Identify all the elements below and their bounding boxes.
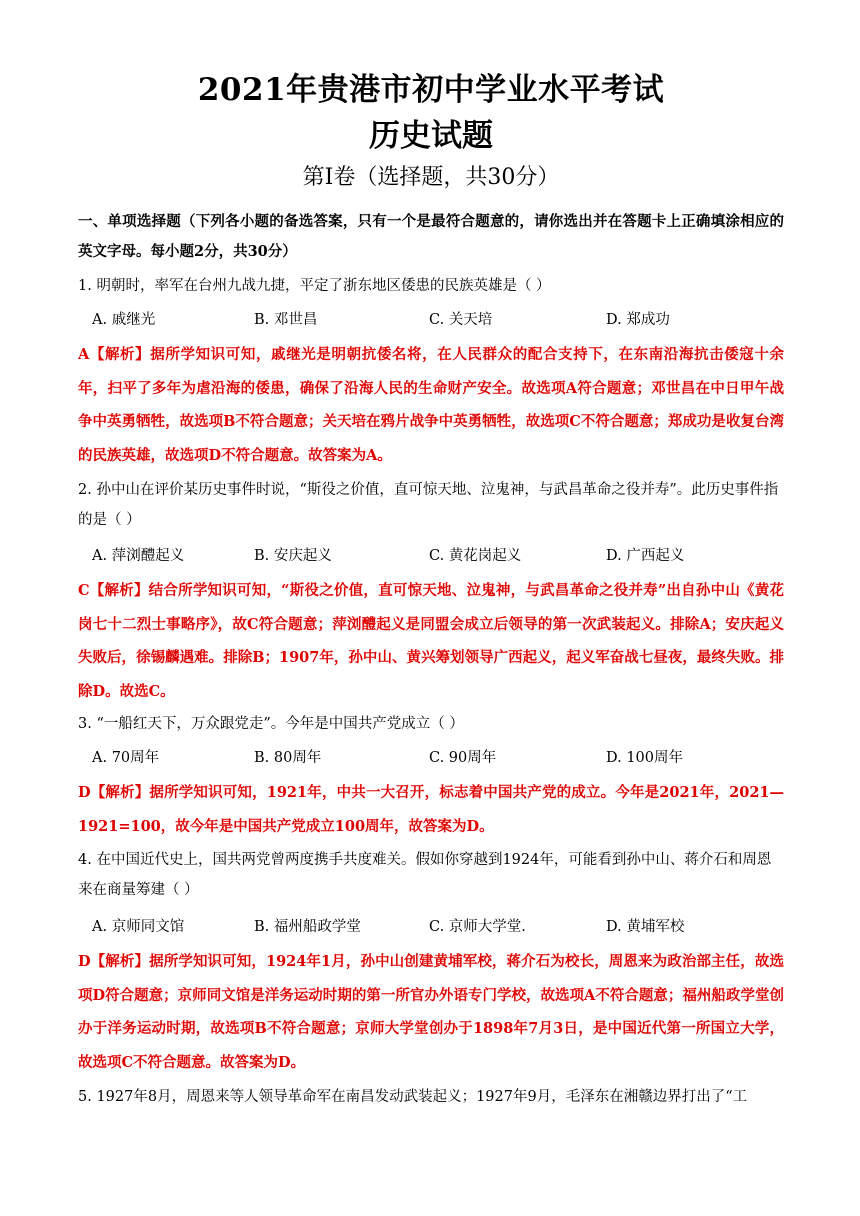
section-heading: 一、单项选择题（下列各小题的备选答案，只有一个是最符合题意的，请你选出并在答题卡上正确填涂相应的英文字母。每小题2分，共30分） — [78, 213, 784, 260]
question-2-stem: 2. 孙中山在评价某历史事件时说，“斯役之价值，直可惊天地、泣鬼神，与武昌革命之役并寿”。此历史事件指的是（ ） — [78, 482, 779, 528]
volume-heading: 第I卷（选择题，共30分） — [302, 165, 560, 190]
option-c: C. 关天培 — [429, 312, 493, 328]
question-2-options — [92, 541, 784, 571]
option-c: C. 黄花岗起义 — [429, 548, 522, 564]
option-c: C. 90周年 — [429, 750, 497, 766]
option-d: D. 广西起义 — [606, 548, 685, 564]
exam-title: 2021年贵港市初中学业水平考试 — [197, 72, 665, 108]
question-1-analysis: A【解析】据所学知识可知，戚继光是明朝抗倭名将，在人民群众的配合支持下，在东南沿海抗击倭寇十余年，扫平了多年为虐沿海的倭患，确保了沿海人民的生命财产安全。故选项A符合题意；邓世昌在中日甲午战争中英勇牺牲，故选项B不符合题意；关天培在鸦片战争中英勇牺牲，故选项C不符合题意；郑成功是收复台湾的民族英雄，故选项D不符合题意。故答案为A。 — [78, 346, 784, 464]
option-d: D. 100周年 — [606, 750, 684, 766]
option-b: B. 邓世昌 — [254, 312, 318, 328]
option-a: A. 京师同文馆 — [92, 919, 185, 935]
question-3-stem: 3. “一船红天下，万众跟党走”。今年是中国共产党成立（ ） — [78, 716, 464, 732]
option-c: C. 京师大学堂. — [429, 919, 526, 935]
option-d: D. 黄埔军校 — [606, 919, 685, 935]
question-5-stem: 5. 1927年8月，周恩来等人领导革命军在南昌发动武装起义；1927年9月，毛泽东在湘赣边界打出了“工 — [78, 1089, 748, 1105]
question-3-options — [92, 743, 784, 773]
question-1-options — [92, 305, 784, 335]
question-3-analysis: D【解析】据所学知识可知，1921年，中共一大召开，标志着中国共产党的成立。今年是2021年，2021—1921=100，故今年是中国共产党成立100周年，故答案为D。 — [78, 784, 784, 835]
question-1-stem: 1. 明朝时，率军在台州九战九捷，平定了浙东地区倭患的民族英雄是（ ） — [78, 278, 551, 294]
exam-subtitle: 历史试题 — [369, 118, 493, 154]
option-d: D. 郑成功 — [606, 312, 670, 328]
option-b: B. 80周年 — [254, 750, 322, 766]
option-a: A. 萍浏醴起义 — [92, 548, 185, 564]
question-4-options — [92, 912, 784, 942]
option-b: B. 安庆起义 — [254, 548, 332, 564]
option-b: B. 福州船政学堂 — [254, 919, 361, 935]
question-4-analysis: D【解析】据所学知识可知，1924年1月，孙中山创建黄埔军校，蒋介石为校长，周恩来为政治部主任，故选项D符合题意；京师同文馆是洋务运动时期的第一所官办外语专门学校，故选项A不符合题意；福州船政学堂创办于洋务运动时期，故选项B不符合题意；京师大学堂创办于1898年7月3日，是中国近代第一所国立大学，故选项C不符合题意。故答案为D。 — [78, 953, 784, 1071]
option-a: A. 70周年 — [92, 750, 160, 766]
question-2-analysis: C【解析】结合所学知识可知，“斯役之价值，直可惊天地、泣鬼神，与武昌革命之役并寿”出自孙中山《黄花岗七十二烈士事略序》，故C符合题意；萍浏醴起义是同盟会成立后领导的第一次武装起义。排除A；安庆起义失败后，徐锡麟遇难。排除B；1907年，孙中山、黄兴筹划领导广西起义，起义军奋战七昼夜，最终失败。排除D。故选C。 — [78, 582, 784, 700]
option-a: A. 戚继光 — [92, 312, 156, 328]
question-4-stem: 4. 在中国近代史上，国共两党曾两度携手共度难关。假如你穿越到1924年，可能看到孙中山、蒋介石和周恩来在商量筹建（ ） — [78, 852, 772, 898]
